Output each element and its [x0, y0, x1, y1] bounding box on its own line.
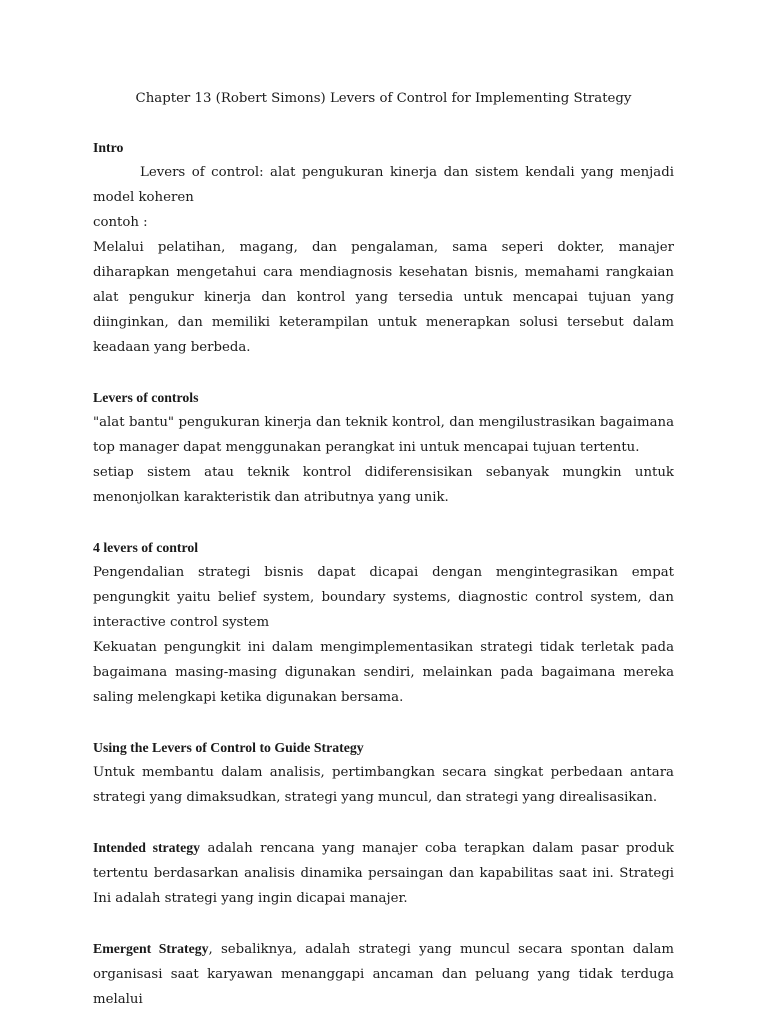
emergent-strategy-term: Emergent Strategy: [93, 941, 209, 956]
four-levers-paragraph-1: Pengendalian strategi bisnis dapat dicapai dengan mengintegrasikan empat pengungkit yaitu belief system, boundary systems, diagnostic control system, dan interactive control system: [93, 565, 674, 630]
intended-strategy-term: Intended strategy: [93, 840, 201, 855]
levers-paragraph-1: "alat bantu" pengukuran kinerja dan teknik kontrol, dan mengilustrasikan bagaimana top manager dapat menggunakan perangkat ini untuk mencapai tujuan tertentu.: [93, 415, 674, 455]
intended-strategy-text: adalah rencana yang manajer coba terapkan dalam pasar produk tertentu berdasarkan analisis dinamika persaingan dan kapabilitas saat ini. Strategi Ini adalah strategi yang ingin dicapai manajer.: [93, 841, 674, 906]
document-title: Chapter 13 (Robert Simons) Levers of Control for Implementing Strategy: [135, 91, 632, 106]
four-levers-paragraph-2: Kekuatan pengungkit ini dalam mengimplementasikan strategi tidak terletak pada bagaimana masing-masing digunakan sendiri, melainkan pada bagaimana mereka saling melengkapi ketika digunakan bersama.: [93, 640, 674, 705]
intro-paragraph-3: Melalui pelatihan, magang, dan pengalaman, sama seperi dokter, manajer diharapkan mengetahui cara mendiagnosis kesehatan bisnis, memahami rangkaian alat pengukur kinerja dan kontrol yang tersedia untuk mencapai tujuan yang diinginkan, dan memiliki keterampilan untuk menerapkan solusi tersebut dalam keadaan yang berbeda.: [93, 240, 674, 355]
guide-paragraph-1: Untuk membantu dalam analisis, pertimbangkan secara singkat perbedaan antara strategi yang dimaksudkan, strategi yang muncul, dan strategi yang direalisasikan.: [93, 765, 674, 805]
levers-heading: Levers of controls: [93, 390, 199, 405]
spacer: [93, 810, 674, 835]
intended-strategy-paragraph: [93, 835, 674, 911]
spacer: [93, 911, 674, 936]
four-levers-heading: 4 levers of control: [93, 540, 199, 555]
intro-paragraph-2: contoh :: [93, 215, 148, 230]
levers-paragraph-2: setiap sistem atau teknik kontrol didiferensisikan sebanyak mungkin untuk menonjolkan karakteristik dan atributnya yang unik.: [93, 465, 674, 505]
emergent-strategy-text: , sebaliknya, adalah strategi yang muncul secara spontan dalam organisasi saat karyawan menanggapi ancaman dan peluang yang tidak terduga melalui: [93, 942, 674, 1007]
intro-paragraph-1: Levers of control: alat pengukuran kinerja dan sistem kendali yang menjadi model koheren: [93, 165, 674, 205]
spacer: [93, 360, 674, 385]
spacer: [93, 710, 674, 735]
intro-heading: Intro: [93, 140, 124, 155]
spacer: [93, 510, 674, 535]
guide-heading: Using the Levers of Control to Guide Strategy: [93, 740, 364, 755]
document-body: [93, 135, 674, 1012]
emergent-strategy-paragraph: [93, 936, 674, 1012]
